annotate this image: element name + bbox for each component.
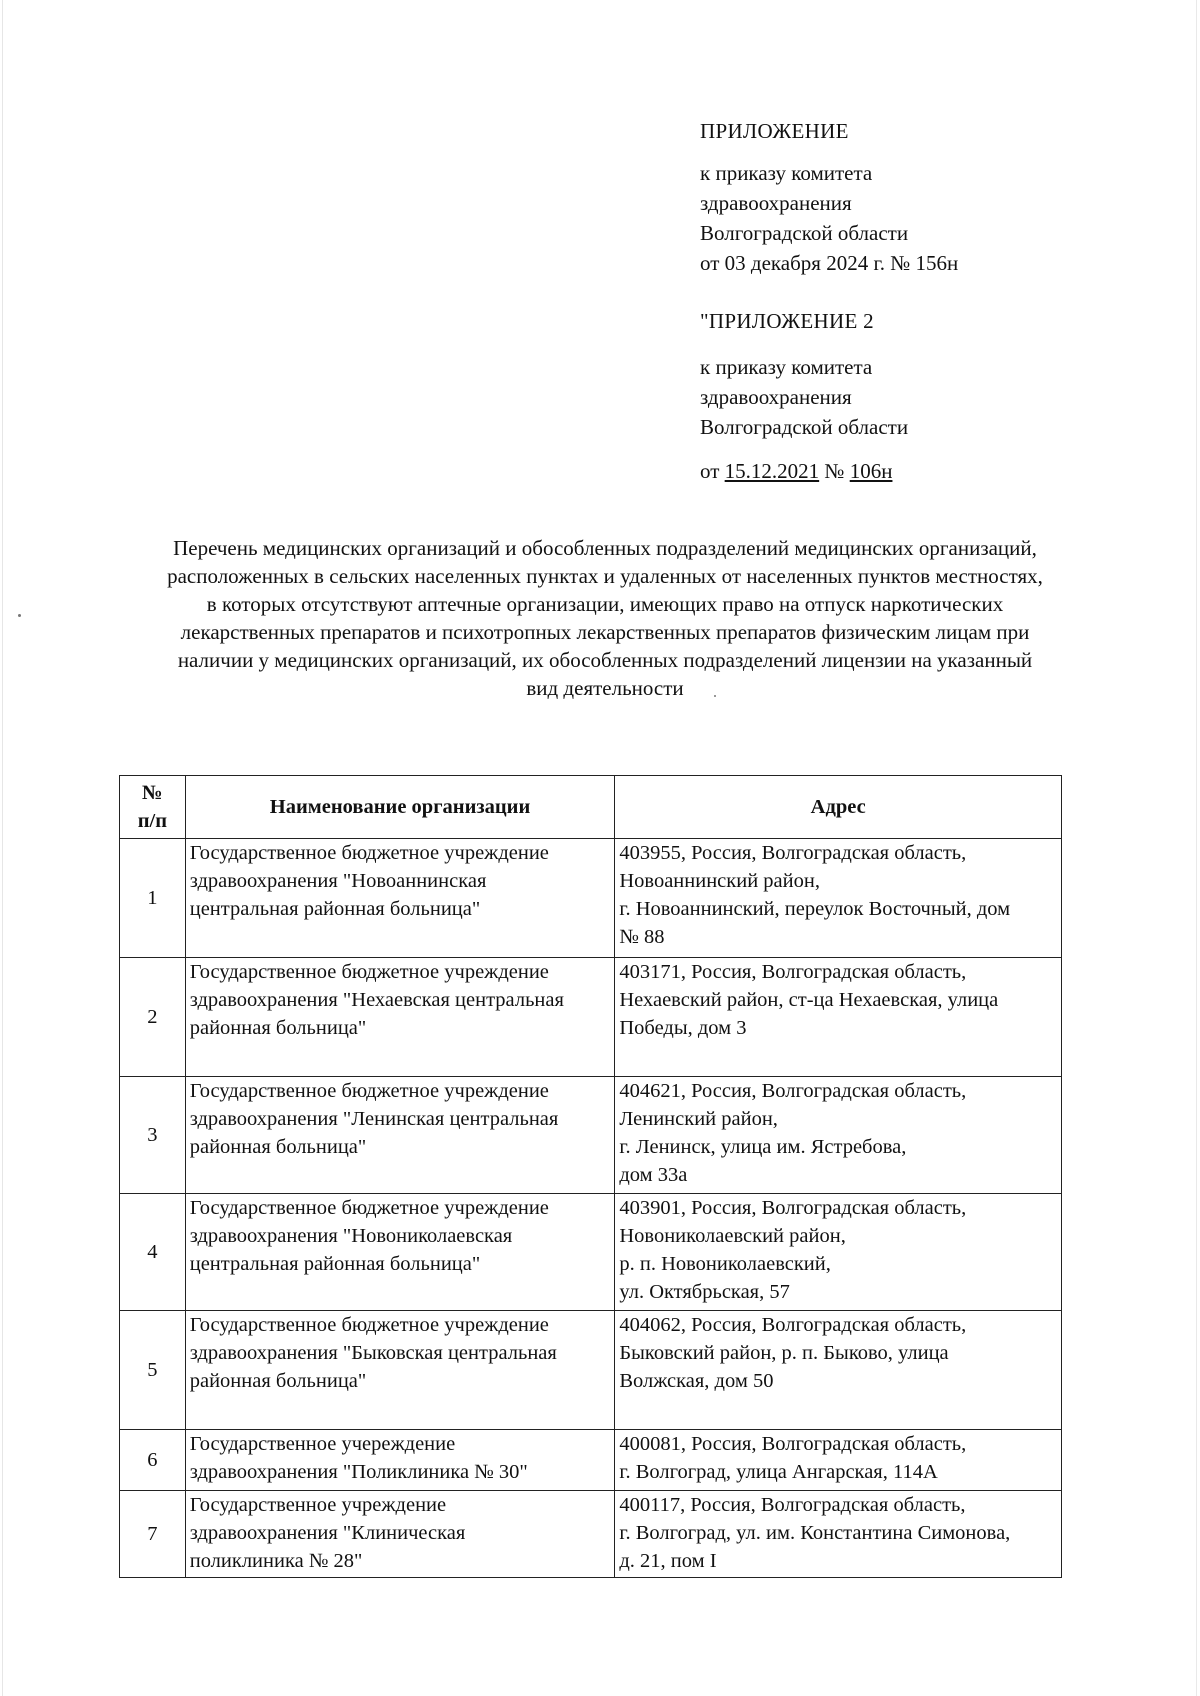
number-sign: №	[824, 459, 845, 483]
address-line: дом 33а	[619, 1164, 688, 1186]
org-name-line: Государственное бюджетное учреждение	[189, 842, 549, 864]
org-name-line: здравоохранения "Быковская центральная	[189, 1342, 557, 1364]
row-address	[615, 839, 1062, 958]
address-line: г. Новоаннинский, переулок Восточный, дом	[619, 898, 1011, 920]
appendix-date: от 03 декабря 2024 г. № 156н	[700, 251, 959, 275]
row-number: 5	[120, 1311, 186, 1430]
appendix2-line: здравоохранения	[700, 385, 852, 409]
heading-line: наличии у медицинских организаций, их обособленных подразделений лицензии на указанный	[177, 648, 1033, 672]
org-name-line: здравоохранения "Новониколаевская	[189, 1225, 513, 1247]
row-org-name	[185, 1430, 615, 1491]
address-line: № 88	[619, 926, 665, 948]
date-prefix: от	[700, 459, 720, 483]
address-line: г. Волгоград, улица Ангарская, 114А	[619, 1461, 938, 1483]
table-row	[120, 1430, 1062, 1491]
heading-line: Перечень медицинских организаций и обособленных подразделений медицинских организаций,	[173, 536, 1037, 560]
heading-line: расположенных в сельских населенных пунктах и удаленных от населенных пунктов местностях,	[167, 564, 1043, 588]
appendix2-title: "ПРИЛОЖЕНИЕ 2	[700, 309, 874, 333]
address-line: Победы, дом 3	[619, 1017, 747, 1039]
row-org-name	[185, 839, 615, 958]
org-name-line: здравоохранения "Клиническая	[189, 1522, 466, 1544]
heading-line: вид деятельности	[526, 676, 684, 700]
scan-edge	[1196, 0, 1197, 1696]
address-line: 400081, Россия, Волгоградская область,	[619, 1433, 967, 1455]
row-address	[615, 1194, 1062, 1311]
table-row	[120, 1194, 1062, 1311]
org-name-line: поликлиника № 28"	[189, 1550, 363, 1572]
org-name-line: районная больница"	[189, 1370, 367, 1392]
row-number: 4	[120, 1194, 186, 1311]
org-name-line: центральная районная больница"	[189, 1253, 481, 1275]
address-line: 400117, Россия, Волгоградская область,	[619, 1494, 966, 1516]
row-number: 1	[120, 839, 186, 958]
table-row	[120, 1491, 1062, 1578]
row-org-name	[185, 1491, 615, 1578]
scan-speck	[18, 614, 21, 617]
row-address	[615, 1077, 1062, 1194]
org-name-line: Государственное бюджетное учреждение	[189, 1197, 549, 1219]
table-row	[120, 958, 1062, 1077]
heading-line: лекарственных препаратов и психотропных лекарственных препаратов физическим лицам при	[180, 620, 1030, 644]
address-line: г. Ленинск, улица им. Ястребова,	[619, 1136, 907, 1158]
row-address	[615, 958, 1062, 1077]
org-name-line: Государственное бюджетное учреждение	[189, 1080, 549, 1102]
address-line: ул. Октябрьская, 57	[619, 1281, 790, 1303]
appendix-title: ПРИЛОЖЕНИЕ	[700, 119, 849, 143]
org-name-line: Государственное учереждение	[189, 1433, 456, 1455]
order-date: 15.12.2021	[724, 459, 820, 483]
row-address	[615, 1430, 1062, 1491]
address-line: г. Волгоград, ул. им. Константина Симонова,	[619, 1522, 1011, 1544]
address-line: Новониколаевский район,	[619, 1225, 846, 1247]
header-address: Адрес	[615, 776, 1062, 839]
header-name: Наименование организации	[185, 776, 615, 839]
row-org-name	[185, 1194, 615, 1311]
table-header-row	[120, 776, 1062, 839]
address-line: Новоаннинский район,	[619, 870, 820, 892]
heading-line: в которых отсутствуют аптечные организации, имеющих право на отпуск наркотических	[206, 592, 1004, 616]
row-number: 7	[120, 1491, 186, 1578]
organizations-table	[119, 775, 1062, 1578]
org-name-line: здравоохранения "Ленинская центральная	[189, 1108, 559, 1130]
appendix2-date-line	[700, 456, 1120, 486]
org-name-line: здравоохранения "Поликлиника № 30"	[189, 1461, 528, 1483]
row-number: 2	[120, 958, 186, 1077]
address-line: Волжская, дом 50	[619, 1370, 774, 1392]
appendix-line: Волгоградской области	[700, 221, 909, 245]
row-number: 3	[120, 1077, 186, 1194]
org-name-line: здравоохранения "Нехаевская центральная	[189, 989, 564, 1011]
appendix-line: здравоохранения	[700, 191, 852, 215]
address-line: 403955, Россия, Волгоградская область,	[619, 842, 967, 864]
appendix-header	[700, 116, 1120, 278]
table-row	[120, 839, 1062, 958]
header-number-pp: п/п	[137, 810, 168, 832]
row-org-name	[185, 1311, 615, 1430]
document-heading	[112, 534, 1098, 702]
order-number: 106н	[849, 459, 893, 483]
address-line: 404621, Россия, Волгоградская область,	[619, 1080, 967, 1102]
org-name-line: районная больница"	[189, 1017, 367, 1039]
address-line: Ленинский район,	[619, 1108, 778, 1130]
table-row	[120, 1077, 1062, 1194]
row-address	[615, 1491, 1062, 1578]
row-number: 6	[120, 1430, 186, 1491]
org-name-line: Государственное учреждение	[189, 1494, 447, 1516]
address-line: 403901, Россия, Волгоградская область,	[619, 1197, 967, 1219]
address-line: Быковский район, р. п. Быково, улица	[619, 1342, 949, 1364]
org-name-line: районная больница"	[189, 1136, 367, 1158]
row-address	[615, 1311, 1062, 1430]
header-number	[120, 776, 186, 839]
org-name-line: Государственное бюджетное учреждение	[189, 961, 549, 983]
address-line: Нехаевский район, ст-ца Нехаевская, улица	[619, 989, 999, 1011]
table-row	[120, 1311, 1062, 1430]
address-line: 404062, Россия, Волгоградская область,	[619, 1314, 967, 1336]
appendix2-line: Волгоградской области	[700, 415, 909, 439]
appendix-line: к приказу комитета	[700, 161, 873, 185]
org-name-line: центральная районная больница"	[189, 898, 481, 920]
org-name-line: Государственное бюджетное учреждение	[189, 1314, 549, 1336]
header-number-sign: №	[142, 782, 163, 804]
org-name-line: здравоохранения "Новоаннинская	[189, 870, 487, 892]
row-org-name	[185, 1077, 615, 1194]
appendix2-header	[700, 306, 1120, 486]
address-line: д. 21, пом I	[619, 1550, 717, 1572]
appendix2-line: к приказу комитета	[700, 355, 873, 379]
scan-edge	[2, 0, 3, 1696]
row-org-name	[185, 958, 615, 1077]
address-line: р. п. Новониколаевский,	[619, 1253, 831, 1275]
address-line: 403171, Россия, Волгоградская область,	[619, 961, 967, 983]
